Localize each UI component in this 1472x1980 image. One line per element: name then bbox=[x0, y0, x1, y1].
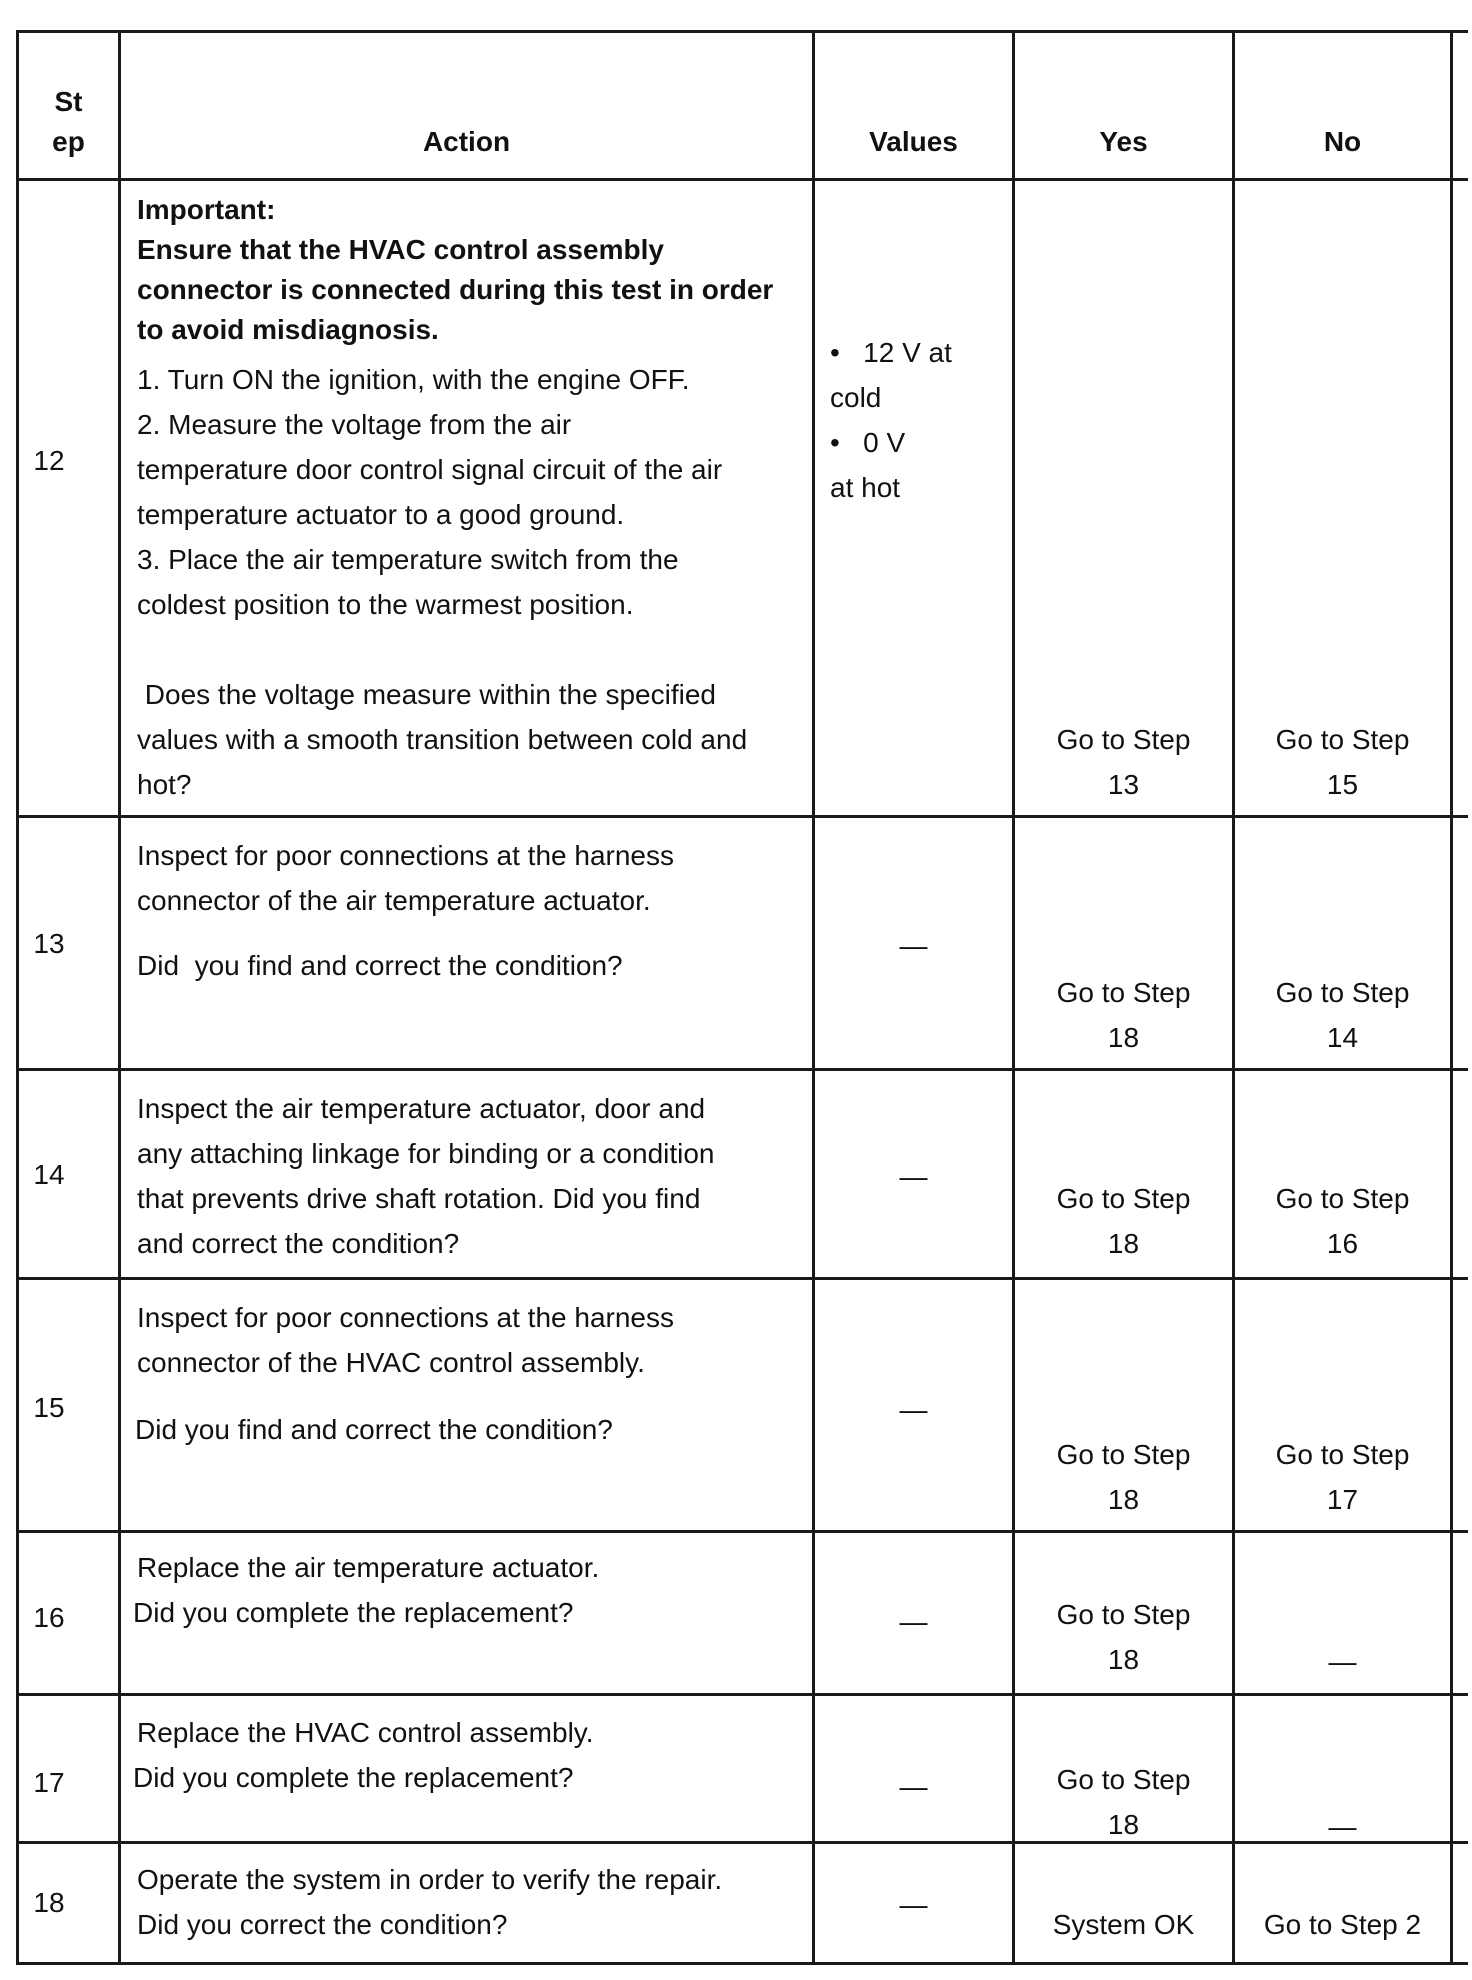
step-number: 16 bbox=[33, 1602, 65, 1633]
header-action: Action bbox=[422, 126, 511, 157]
table-border-bottom bbox=[16, 1962, 1468, 1965]
no-step-number: 16 bbox=[1326, 1228, 1359, 1259]
column-divider bbox=[118, 30, 121, 1965]
row-divider bbox=[16, 1530, 1468, 1533]
action-line: 2. Measure the voltage from the air bbox=[137, 409, 572, 440]
yes-action: Go to Step bbox=[1056, 1439, 1191, 1470]
step-number: 13 bbox=[33, 928, 65, 959]
yes-action: Go to Step bbox=[1056, 977, 1191, 1008]
action-line: any attaching linkage for binding or a condition bbox=[137, 1138, 715, 1169]
action-line: temperature door control signal circuit of the air bbox=[137, 454, 723, 485]
action-line: Inspect the air temperature actuator, door and bbox=[137, 1093, 706, 1124]
yes-action: Go to Step bbox=[1056, 1764, 1191, 1795]
no-action: Go to Step bbox=[1275, 1183, 1410, 1214]
no-action: Go to Step bbox=[1275, 977, 1410, 1008]
no-step-number: 14 bbox=[1326, 1022, 1359, 1053]
no-dash: — bbox=[1328, 1811, 1357, 1842]
question-line: values with a smooth transition between cold and bbox=[137, 724, 748, 755]
question-line: hot? bbox=[137, 769, 192, 800]
header-step-line-2: ep bbox=[52, 126, 85, 157]
row-divider bbox=[16, 1068, 1468, 1071]
values-dash: — bbox=[899, 1394, 928, 1425]
header-values: Values bbox=[869, 126, 958, 157]
yes-action: System OK bbox=[1052, 1909, 1195, 1940]
column-divider bbox=[812, 30, 815, 1965]
no-action: Go to Step bbox=[1275, 1439, 1410, 1470]
values-dash: — bbox=[899, 1889, 928, 1920]
action-line: connector of the air temperature actuator. bbox=[137, 885, 651, 916]
yes-step-number: 18 bbox=[1107, 1484, 1140, 1515]
yes-action: Go to Step bbox=[1056, 1599, 1191, 1630]
question-line: Did you find and correct the condition? bbox=[135, 1414, 613, 1445]
no-dash: — bbox=[1328, 1646, 1357, 1677]
action-line: 3. Place the air temperature switch from the bbox=[137, 544, 679, 575]
values-dash: — bbox=[899, 1606, 928, 1637]
row-divider bbox=[16, 1693, 1468, 1696]
no-step-number: 17 bbox=[1326, 1484, 1359, 1515]
important-line: Ensure that the HVAC control assembly bbox=[137, 234, 664, 265]
yes-step-number: 18 bbox=[1107, 1809, 1140, 1840]
important-label: Important: bbox=[137, 194, 276, 225]
row-divider bbox=[16, 815, 1468, 818]
action-line: connector of the HVAC control assembly. bbox=[137, 1347, 645, 1378]
step-number: 14 bbox=[33, 1159, 65, 1190]
step-number: 17 bbox=[33, 1767, 65, 1798]
question-line: Does the voltage measure within the specified bbox=[137, 679, 716, 710]
yes-step-number: 18 bbox=[1107, 1022, 1140, 1053]
step-number: 18 bbox=[33, 1887, 65, 1918]
no-action: Go to Step 2 bbox=[1263, 1909, 1422, 1940]
action-line: Did you correct the condition? bbox=[137, 1909, 508, 1940]
action-line: coldest position to the warmest position. bbox=[137, 589, 634, 620]
no-action: Go to Step bbox=[1275, 724, 1410, 755]
action-line: Did you complete the replacement? bbox=[133, 1597, 574, 1628]
table-border-top bbox=[16, 30, 1468, 33]
action-line: that prevents drive shaft rotation. Did you find bbox=[137, 1183, 701, 1214]
table-border-right bbox=[1450, 30, 1453, 1965]
question-line: Did you find and correct the condition? bbox=[137, 950, 623, 981]
action-line: and correct the condition? bbox=[137, 1228, 460, 1259]
important-line: connector is connected during this test in order bbox=[137, 274, 774, 305]
action-line: temperature actuator to a good ground. bbox=[137, 499, 625, 530]
yes-step-number: 18 bbox=[1107, 1644, 1140, 1675]
values-line: at hot bbox=[830, 472, 901, 503]
header-yes: Yes bbox=[1099, 126, 1148, 157]
values-line: • 12 V at bbox=[830, 337, 952, 368]
header-no: No bbox=[1323, 126, 1362, 157]
step-number: 15 bbox=[33, 1392, 65, 1423]
action-line: Inspect for poor connections at the harness bbox=[137, 840, 674, 871]
row-divider bbox=[16, 1277, 1468, 1280]
header-step-line-1: St bbox=[54, 86, 83, 117]
table-border-left bbox=[16, 30, 19, 1965]
action-line: Did you complete the replacement? bbox=[133, 1762, 574, 1793]
action-line: Inspect for poor connections at the harness bbox=[137, 1302, 674, 1333]
yes-step-number: 13 bbox=[1107, 769, 1140, 800]
yes-action: Go to Step bbox=[1056, 724, 1191, 755]
no-step-number: 15 bbox=[1326, 769, 1359, 800]
values-dash: — bbox=[899, 930, 928, 961]
values-line: • 0 V bbox=[830, 427, 906, 458]
yes-action: Go to Step bbox=[1056, 1183, 1191, 1214]
action-line: Replace the air temperature actuator. bbox=[137, 1552, 600, 1583]
step-number: 12 bbox=[33, 445, 65, 476]
action-line: 1. Turn ON the ignition, with the engine OFF. bbox=[137, 364, 690, 395]
values-dash: — bbox=[899, 1771, 928, 1802]
row-divider bbox=[16, 178, 1468, 181]
yes-step-number: 18 bbox=[1107, 1228, 1140, 1259]
values-dash: — bbox=[899, 1161, 928, 1192]
action-line: Replace the HVAC control assembly. bbox=[137, 1717, 594, 1748]
action-line: Operate the system in order to verify the repair. bbox=[137, 1864, 723, 1895]
values-line: cold bbox=[830, 382, 882, 413]
important-line: to avoid misdiagnosis. bbox=[137, 314, 439, 345]
